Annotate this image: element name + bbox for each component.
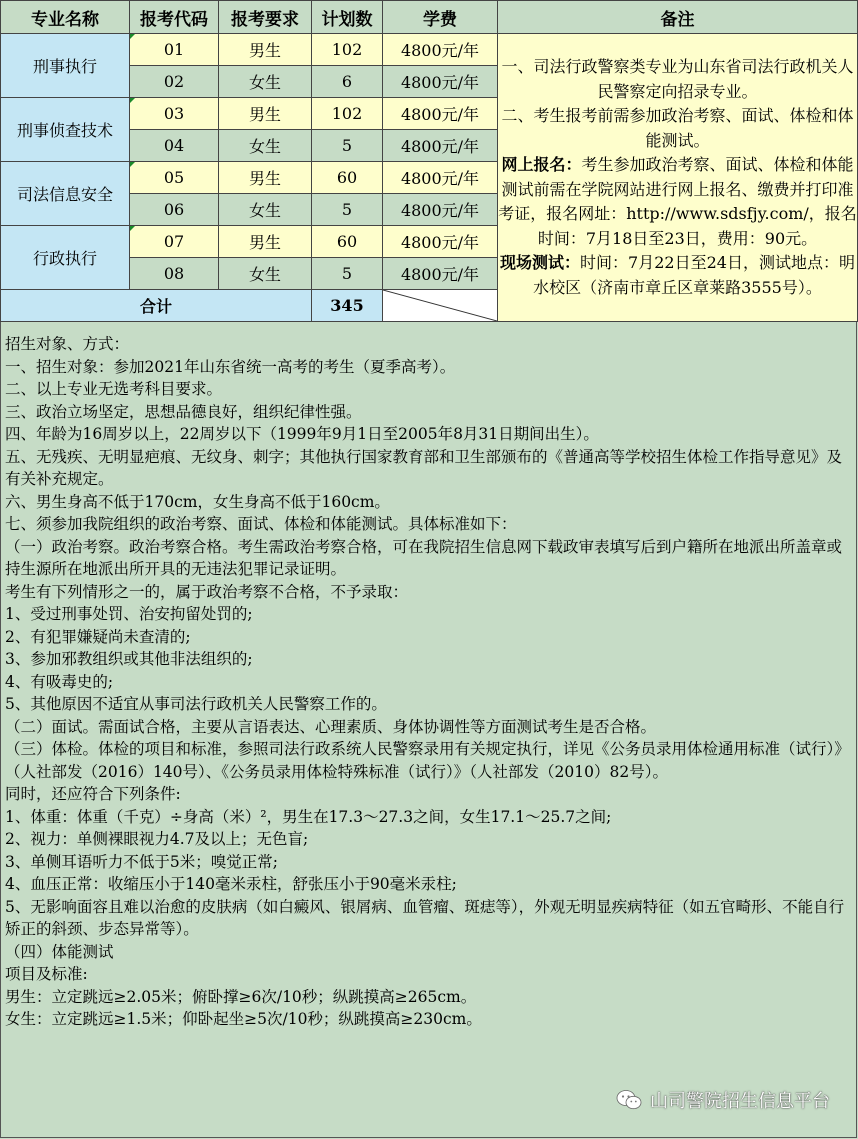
body-line: 七、须参加我院组织的政治考察、面试、体检和体能测试。具体标准如下： [5,515,517,533]
requirement-cell: 男生 [219,34,312,66]
code-cell: 07 [130,226,219,258]
header-code: 报考代码 [130,1,219,34]
body-line: 5、无影响面容且难以治愈的皮肤病（如白癜风、银屑病、血管瘤、斑痣等），外观无明显疾病特征（如五官畸形、不能自行矫正的斜颈、步态异常等）。 [5,897,845,938]
total-value: 345 [312,290,383,322]
body-line: 三、政治立场坚定，思想品德良好，组织纪律性强。 [5,402,362,421]
body-line: 2、视力：单侧裸眼视力4.7及以上；无色盲; [5,830,309,848]
note-online-registration-label: 网上报名： [501,155,582,174]
body-line: 考生有下列情形之一的，属于政治考察不合格，不予录取： [5,582,409,601]
note-paragraph-1: 一、司法行政警察类专业为山东省司法行政机关人民警察定向招录专业。 [501,57,854,101]
enrollment-plan-table [0,0,858,322]
note-online-registration-text: 考生参加政治考察、面试、体检和体能测试前需在学院网站进行网上报名、缴费并打印准考证，报名网址：http://www.sdsfjy.com/，报名时间：7月18日至23日，费用：90元。 [498,155,857,248]
note-paragraph-3 [498,153,857,251]
fee-cell: 4800元/年 [383,66,498,98]
table-header-row [1,1,858,34]
code-cell: 04 [130,130,219,162]
body-line: 二、以上专业无选考科目要求。 [5,380,223,398]
code-cell: 06 [130,194,219,226]
total-empty-diagonal-cell [383,290,498,322]
body-line: 女生：立定跳远≥1.5米；仰卧起坐≥5次/10秒；纵跳摸高≥230cm。 [5,1010,482,1028]
body-line: 五、无残疾、无明显疤痕、无纹身、刺字；其他执行国家教育部和卫生部颁布的《普通高等学校招生体检工作指导意见》及有关补充规定。 [5,447,843,488]
requirement-cell: 男生 [219,226,312,258]
plan-cell: 60 [312,226,383,258]
body-line: （二）面试。需面试合格，主要从言语表达、心理素质、身体协调性等方面测试考生是否合格。 [5,717,657,736]
plan-cell: 6 [312,66,383,98]
table-row [1,34,858,66]
fee-cell: 4800元/年 [383,194,498,226]
major-name: 行政执行 [1,226,130,290]
code-cell: 03 [130,98,219,130]
requirement-cell: 女生 [219,194,312,226]
plan-cell: 102 [312,98,383,130]
header-major: 专业名称 [1,1,130,34]
body-line: 4、血压正常：收缩压小于140毫米汞柱，舒张压小于90毫米汞柱; [5,875,457,893]
requirement-cell: 女生 [219,130,312,162]
plan-cell: 5 [312,130,383,162]
admission-requirements-text [5,333,853,1031]
body-line: （一）政治考察。政治考察合格。考生需政治考察合格，可在我院招生信息网下载政审表填写后到户籍所在地派出所盖章或持生源所在地派出所开具的无违法犯罪记录证明。 [5,537,843,578]
wechat-icon [616,1089,642,1111]
header-plan: 计划数 [312,1,383,34]
note-onsite-test-label: 现场测试： [500,253,581,272]
fee-cell: 4800元/年 [383,226,498,258]
body-line: 一、招生对象：参加2021年山东省统一高考的考生（夏季高考）。 [5,357,456,376]
requirement-cell: 男生 [219,162,312,194]
requirement-cell: 女生 [219,66,312,98]
watermark [616,1087,830,1113]
body-line: 六、男生身高不低于170cm，女生身高不低于160cm。 [5,492,390,511]
body-line: 四、年龄为16周岁以上，22周岁以下（1999年9月1日至2005年8月31日期间出生）。 [5,425,599,443]
header-requirement: 报考要求 [219,1,312,34]
fee-cell: 4800元/年 [383,258,498,290]
body-line: （四）体能测试 [5,942,114,961]
body-line: 2、有犯罪嫌疑尚未查清的; [5,627,191,646]
code-cell: 01 [130,34,219,66]
watermark-text: 山司警院招生信息平台 [650,1091,830,1112]
code-cell: 08 [130,258,219,290]
requirement-cell: 男生 [219,98,312,130]
body-line: 1、体重：体重（千克）÷身高（米）²，男生在17.3～27.3之间，女生17.1～25.7之间; [5,807,612,826]
major-name: 刑事侦查技术 [1,98,130,162]
plan-cell: 5 [312,194,383,226]
body-line: 1、受过刑事处罚、治安拘留处罚的; [5,605,253,623]
body-line: 男生：立定跳远≥2.05米；俯卧撑≥6次/10秒；纵跳摸高≥265cm。 [5,987,477,1006]
fee-cell: 4800元/年 [383,98,498,130]
diagonal-line [383,290,497,321]
body-line: 3、参加邪教组织或其他非法组织的; [5,650,253,668]
plan-cell: 102 [312,34,383,66]
plan-cell: 60 [312,162,383,194]
fee-cell: 4800元/年 [383,162,498,194]
fee-cell: 4800元/年 [383,34,498,66]
body-line: 项目及标准: [5,965,88,983]
note-paragraph-2: 二、考生报考前需参加政治考察、面试、体检和体能测试。 [501,106,854,150]
notes-cell [498,34,858,322]
body-line: 4、有吸毒史的; [5,672,114,691]
total-label: 合计 [1,290,312,322]
body-line: 5、其他原因不适宜从事司法行政机关人民警察工作的。 [5,695,387,713]
code-cell: 05 [130,162,219,194]
header-fee: 学费 [383,1,498,34]
major-name: 刑事执行 [1,34,130,98]
requirement-cell: 女生 [219,258,312,290]
body-line: 招生对象、方式： [5,335,130,353]
body-line: 同时，还应符合下列条件: [5,785,181,803]
header-notes: 备注 [498,1,858,34]
major-name: 司法信息安全 [1,162,130,226]
note-paragraph-4 [498,251,857,300]
note-onsite-test-text: 时间：7月22日至24日，测试地点：明水校区（济南市章丘区章莱路3555号）。 [533,253,855,297]
plan-cell: 5 [312,258,383,290]
code-cell: 02 [130,66,219,98]
body-line: （三）体检。体检的项目和标准，参照司法行政系统人民警察录用有关规定执行，详见《公务员录用体检通用标准（试行）》（人社部发（2016）140号）、《公务员录用体检特殊标准（试行）》（人社部发（2010）82号）。 [5,740,850,781]
body-line: 3、单侧耳语听力不低于5米；嗅觉正常; [5,852,278,871]
fee-cell: 4800元/年 [383,130,498,162]
